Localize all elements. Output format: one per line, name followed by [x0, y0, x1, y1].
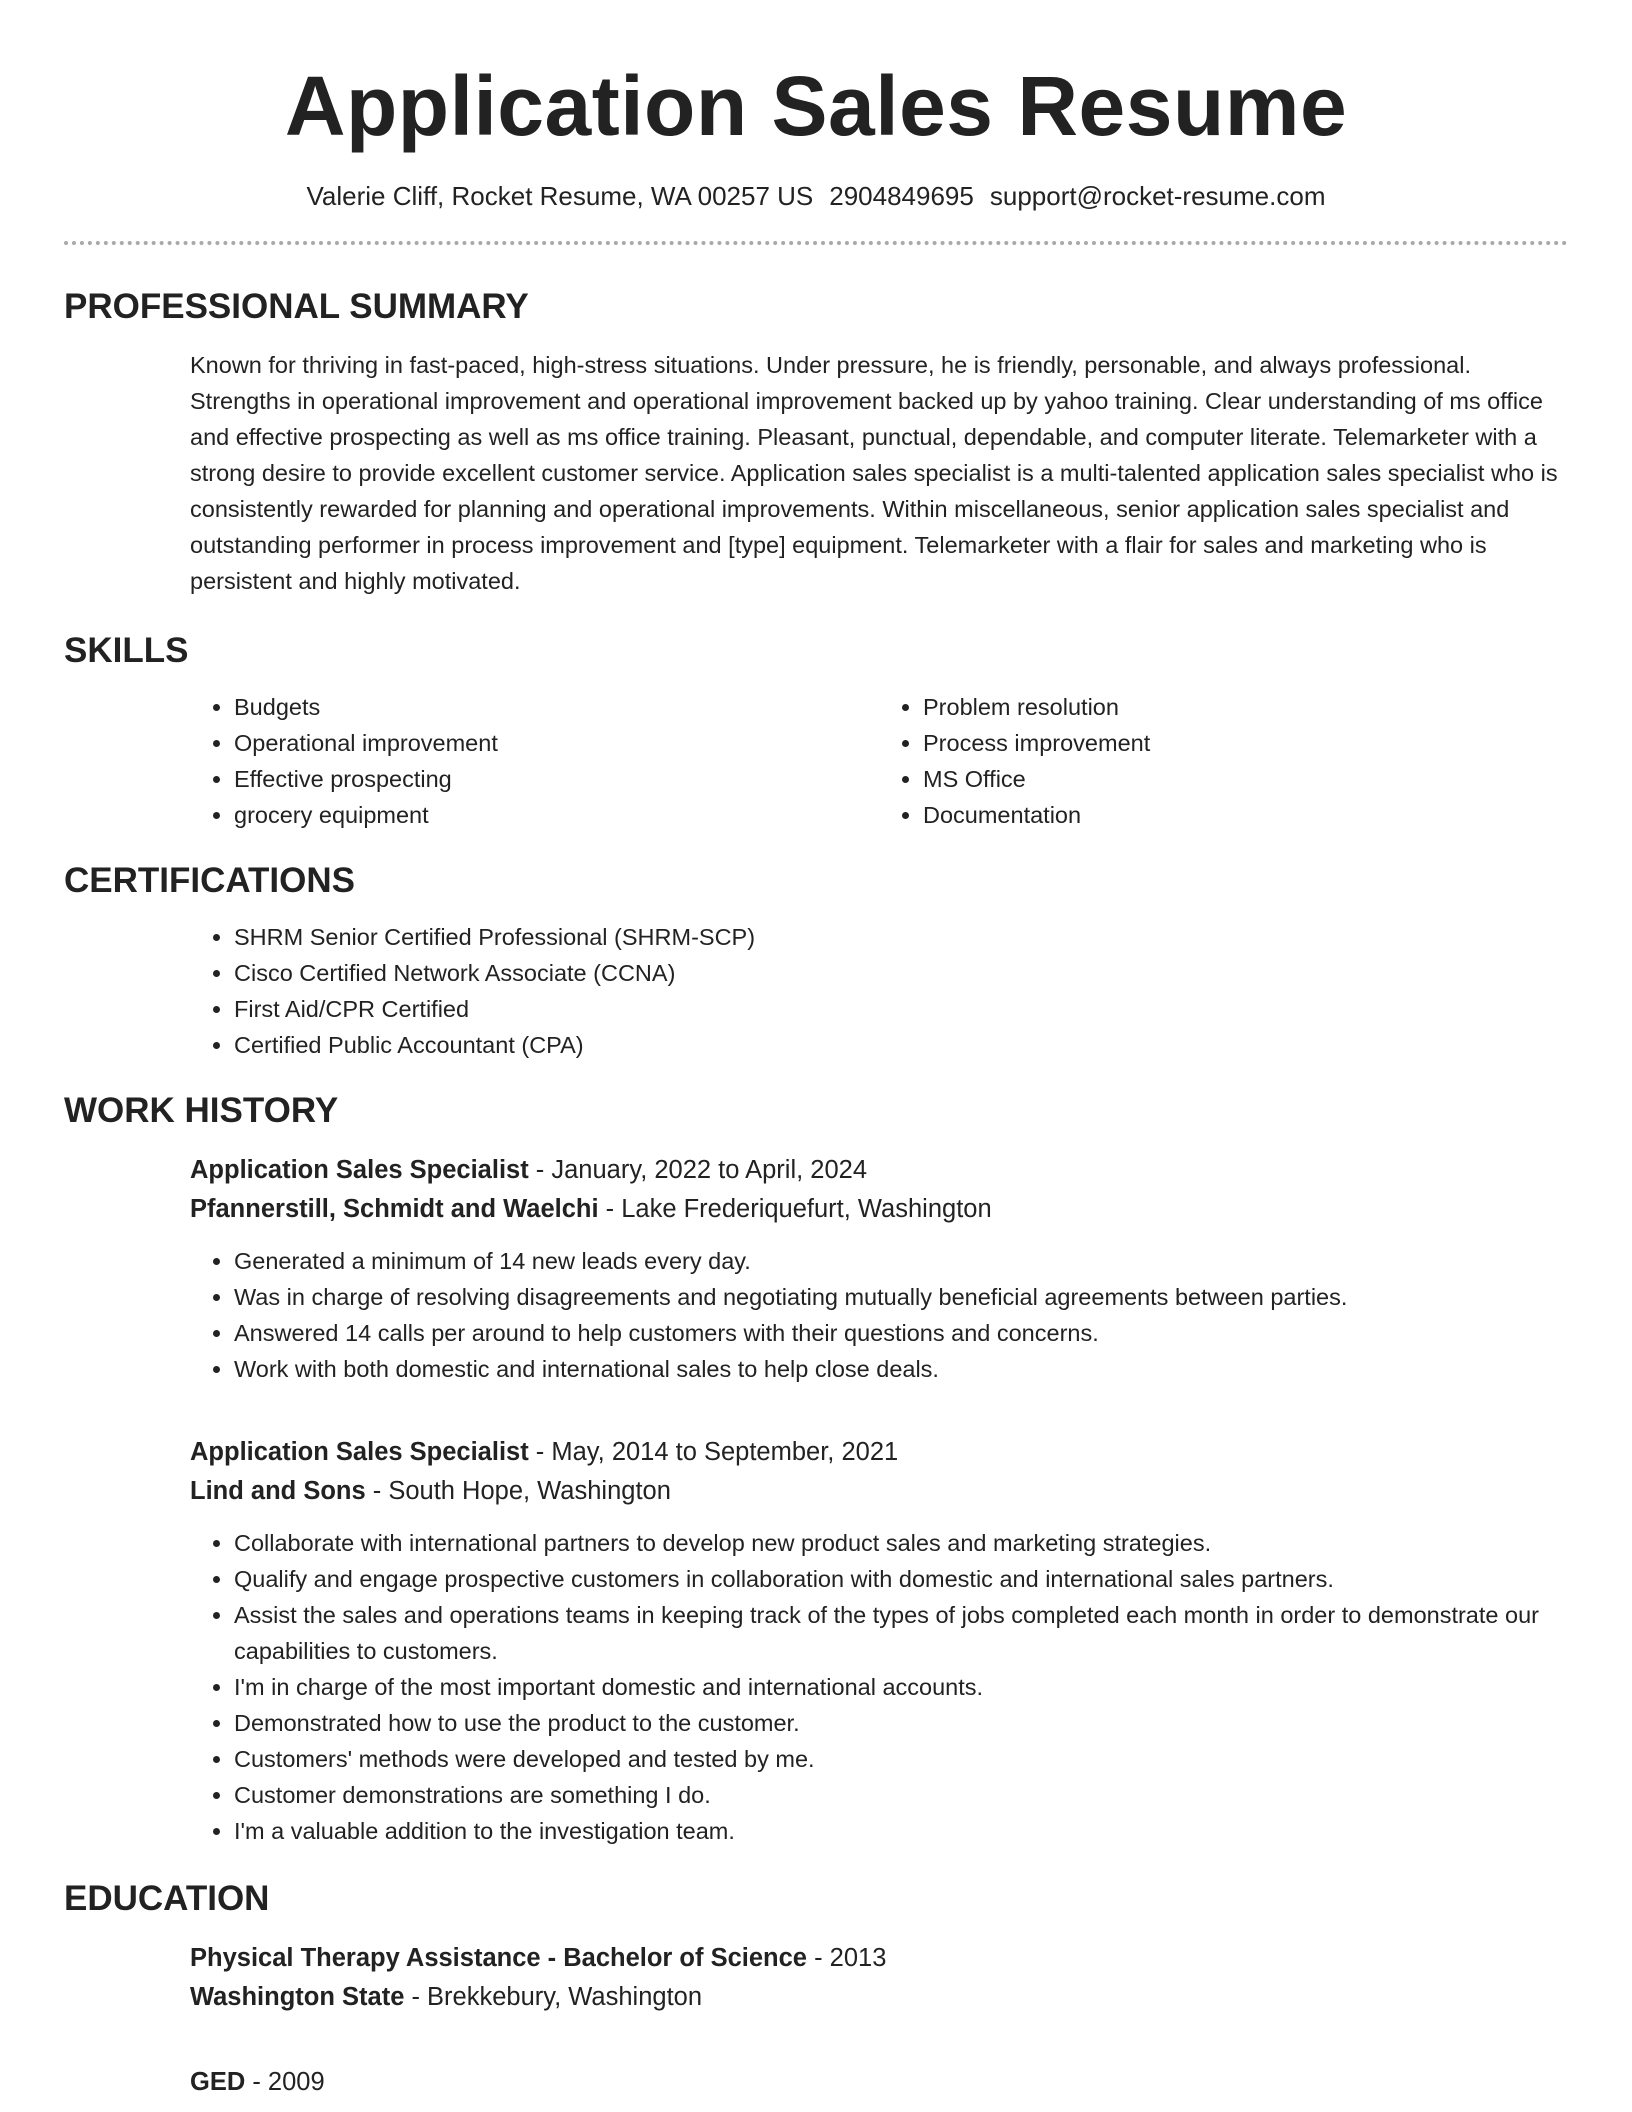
certification-item: • Certified Public Accountant (CPA): [234, 1027, 1568, 1063]
skills-columns: [64, 689, 1568, 833]
job-bullets: [190, 1243, 1568, 1387]
certifications-list-wrap: [64, 919, 1568, 1063]
summary-section: [64, 285, 1568, 599]
work-history-heading: WORK HISTORY: [64, 1091, 339, 1130]
education-school-line: [190, 1978, 1568, 2017]
education-location: - Brekkebury, Washington: [404, 1983, 703, 2011]
skills-list-left: [190, 689, 879, 833]
summary-heading: PROFESSIONAL SUMMARY: [64, 287, 529, 326]
certifications-heading: CERTIFICATIONS: [64, 861, 356, 900]
job-bullet: • I'm a valuable addition to the investigation team.: [234, 1813, 1568, 1849]
contact-email: support@rocket-resume.com: [989, 181, 1326, 211]
certification-item: • First Aid/CPR Certified: [234, 991, 1568, 1027]
header-divider: [64, 241, 1568, 245]
skills-section: [64, 629, 1568, 833]
job-bullet: • I'm in charge of the most important domestic and international accounts.: [234, 1669, 1568, 1705]
job-company: Lind and Sons: [190, 1477, 366, 1505]
job-dates: - January, 2022 to April, 2024: [528, 1156, 868, 1184]
job-title: Application Sales Specialist: [190, 1438, 529, 1466]
skill-item: • Budgets: [234, 689, 879, 725]
job-location: - Lake Frederiquefurt, Washington: [598, 1195, 992, 1223]
job-bullet: • Customers' methods were developed and tested by me.: [234, 1741, 1568, 1777]
skill-item: • Operational improvement: [234, 725, 879, 761]
education-entry: [64, 2063, 1568, 2102]
certification-item: • Cisco Certified Network Associate (CCNA): [234, 955, 1568, 991]
job-title-line: [190, 1151, 1568, 1190]
education-heading: EDUCATION: [64, 1879, 270, 1918]
job-title-line: [190, 1433, 1568, 1472]
job-company-line: [190, 1472, 1568, 1511]
job-dates: - May, 2014 to September, 2021: [528, 1438, 899, 1466]
skill-item: • Problem resolution: [923, 689, 1568, 725]
education-section: [64, 1877, 1568, 2102]
job-bullet: • Was in charge of resolving disagreements and negotiating mutually beneficial agreements between parties.: [234, 1279, 1568, 1315]
job-bullet: • Assist the sales and operations teams in keeping track of the types of jobs completed each month in order to demonstrate our capabilities to customers.: [234, 1597, 1568, 1669]
job-bullet: • Generated a minimum of 14 new leads every day.: [234, 1243, 1568, 1279]
education-year: - 2009: [245, 2068, 325, 2096]
education-entry: [64, 1939, 1568, 2017]
job-bullets: [190, 1525, 1568, 1849]
contact-address: Valerie Cliff, Rocket Resume, WA 00257 US: [306, 181, 814, 211]
job-bullet: • Demonstrated how to use the product to the customer.: [234, 1705, 1568, 1741]
education-school: Washington State: [190, 1983, 405, 2011]
education-degree-line: [190, 1939, 1568, 1978]
skill-item: • Effective prospecting: [234, 761, 879, 797]
skill-item: • MS Office: [923, 761, 1568, 797]
job-company: Pfannerstill, Schmidt and Waelchi: [190, 1195, 599, 1223]
certifications-section: [64, 859, 1568, 1063]
skill-item: • grocery equipment: [234, 797, 879, 833]
certification-item: • SHRM Senior Certified Professional (SHRM-SCP): [234, 919, 1568, 955]
job-location: - South Hope, Washington: [365, 1477, 671, 1505]
education-degree: GED: [190, 2068, 246, 2096]
skills-list-right: [879, 689, 1568, 833]
certifications-list: [190, 919, 1568, 1063]
skill-item: • Process improvement: [923, 725, 1568, 761]
skill-item: • Documentation: [923, 797, 1568, 833]
job-bullet: • Customer demonstrations are something I do.: [234, 1777, 1568, 1813]
contact-phone: 2904849695: [829, 181, 974, 211]
work-history-section: [64, 1089, 1568, 1849]
education-year: - 2013: [806, 1944, 887, 1972]
skills-heading: SKILLS: [64, 631, 189, 670]
job-bullet: • Work with both domestic and international sales to help close deals.: [234, 1351, 1568, 1387]
resume-title: Application Sales Resume: [284, 59, 1348, 153]
education-degree: Physical Therapy Assistance - Bachelor of Science: [190, 1944, 807, 1972]
job-entry: [64, 1433, 1568, 1849]
education-degree-line: [190, 2063, 1568, 2102]
contact-line: [64, 178, 1568, 214]
summary-text: Known for thriving in fast-paced, high-stress situations. Under pressure, he is friendly, personable, and always professional. Strengths in operational improvement and operational improvement backed up by yahoo training. Clear understanding of ms office and effective prospecting as well as ms office training. Pleasant, punctual, dependable, and computer literate. Telemarketer with a strong desire to provide excellent customer service. Application sales specialist is a multi-talented application sales specialist who is consistently rewarded for planning and operational improvements. Within miscellaneous, senior application sales specialist and outstanding performer in process improvement and [type] equipment. Telemarketer with a flair for sales and marketing who is persistent and highly motivated.: [190, 352, 1558, 594]
job-company-line: [190, 1190, 1568, 1229]
job-bullet: • Collaborate with international partners to develop new product sales and marketing strategies.: [234, 1525, 1568, 1561]
job-bullet: • Answered 14 calls per around to help customers with their questions and concerns.: [234, 1315, 1568, 1351]
job-entry: [64, 1151, 1568, 1387]
job-bullet: • Qualify and engage prospective customers in collaboration with domestic and international sales partners.: [234, 1561, 1568, 1597]
job-title: Application Sales Specialist: [190, 1156, 529, 1184]
